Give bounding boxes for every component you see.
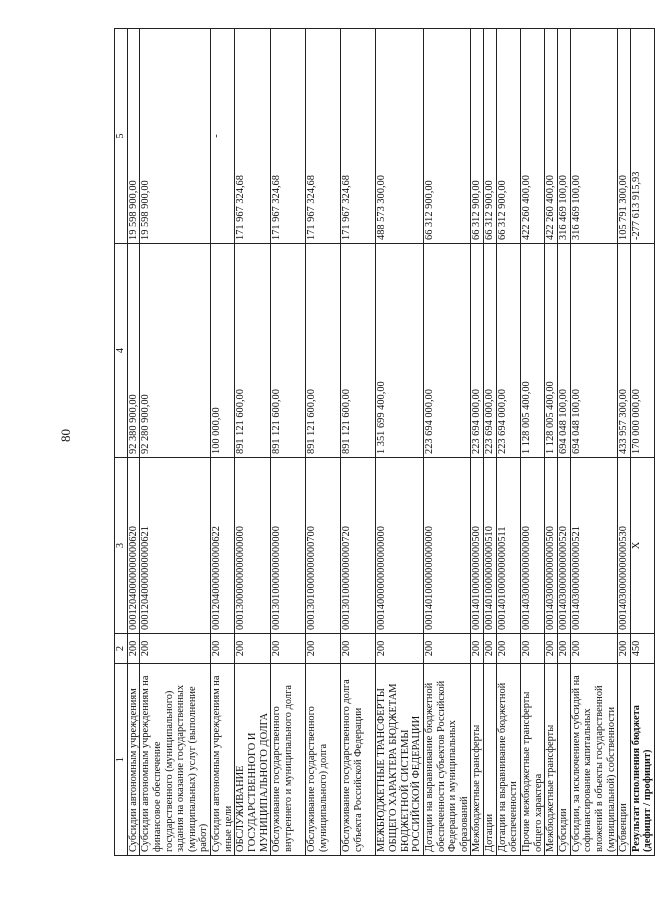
row-code: 200 xyxy=(140,634,211,664)
row-code: 200 xyxy=(471,634,484,664)
table-row xyxy=(341,29,376,856)
table-row xyxy=(306,29,341,856)
row-code: 200 xyxy=(211,634,235,664)
row-name: Обслуживание государственного внутреннего и муниципального долга xyxy=(271,664,306,856)
row-code: 200 xyxy=(618,634,631,664)
row-kbk: 00013010000000000720 xyxy=(341,458,376,634)
row-code: 200 xyxy=(271,634,306,664)
row-name: Субсидии автономным учреждениям на иные цели xyxy=(211,664,235,856)
row-name: Дотации на выравнивание бюджетной обеспеченности xyxy=(496,664,520,856)
row-kbk: 00013010000000000000 xyxy=(271,458,306,634)
table-row xyxy=(376,29,424,856)
budget-table-container xyxy=(114,29,654,856)
row-kbk: 00014010000000000511 xyxy=(496,458,520,634)
row-kbk: 00014000000000000000 xyxy=(376,458,424,634)
row-name: Субвенции xyxy=(618,664,631,856)
table-row xyxy=(127,29,140,856)
row-name: Субсидии xyxy=(557,664,570,856)
row-kbk: 00014010000000000500 xyxy=(471,458,484,634)
table-row xyxy=(423,29,471,856)
row-plan: 223 694 000,00 xyxy=(496,244,520,458)
header-col-1: 1 xyxy=(115,664,128,856)
row-name: Субсидии автономным учреждениям xyxy=(127,664,140,856)
row-name: Дотации на выравнивание бюджетной обеспеченности субъектов Российской Федерации и муниципальных образований xyxy=(423,664,471,856)
row-code: 200 xyxy=(570,634,618,664)
page-number: 80 xyxy=(58,429,73,442)
row-fact: 66 312 900,00 xyxy=(496,29,520,244)
header-col-3: 3 xyxy=(115,458,128,634)
table-row xyxy=(570,29,618,856)
row-fact: 105 791 300,00 xyxy=(618,29,631,244)
row-plan: 891 121 600,00 xyxy=(306,244,341,458)
budget-table xyxy=(114,28,655,856)
table-row xyxy=(545,29,558,856)
row-name: МЕЖБЮДЖЕТНЫЕ ТРАНСФЕРТЫ ОБЩЕГО ХАРАКТЕРА БЮДЖЕТАМ БЮДЖЕТНОЙ СИСТЕМЫ РОССИЙСКОЙ ФЕДЕРАЦИИ xyxy=(376,664,424,856)
row-fact: - xyxy=(211,29,235,244)
table-row xyxy=(557,29,570,856)
row-name: Межбюджетные трансферты xyxy=(471,664,484,856)
row-kbk: 00013000000000000000 xyxy=(235,458,271,634)
row-fact: -277 613 915,93 xyxy=(630,29,654,244)
table-row xyxy=(618,29,631,856)
row-kbk: X xyxy=(630,458,654,634)
row-fact: 316 469 100,00 xyxy=(570,29,618,244)
table-row xyxy=(521,29,545,856)
row-code: 450 xyxy=(630,634,654,664)
row-fact: 422 260 400,00 xyxy=(521,29,545,244)
row-kbk: 00014030000000000521 xyxy=(570,458,618,634)
row-plan: 891 121 600,00 xyxy=(271,244,306,458)
header-col-5: 5 xyxy=(115,29,128,244)
row-plan: 223 694 000,00 xyxy=(484,244,497,458)
row-code: 200 xyxy=(496,634,520,664)
row-kbk: 00012040000000000620 xyxy=(127,458,140,634)
row-fact: 66 312 900,00 xyxy=(423,29,471,244)
row-plan: 694 048 100,00 xyxy=(570,244,618,458)
row-name: Субсидии автономным учреждениям на финансовое обеспечение государственного (муниципального) задания на оказание государственных (муниципальных) услуг (выполнение работ) xyxy=(140,664,211,856)
row-plan: 1 128 005 400,00 xyxy=(521,244,545,458)
row-name: Обслуживание государственного долга субъекта Российской Федерации xyxy=(341,664,376,856)
row-code: 200 xyxy=(376,634,424,664)
row-kbk: 00012040000000000622 xyxy=(211,458,235,634)
row-plan: 100 000,00 xyxy=(211,244,235,458)
row-plan: 433 957 300,00 xyxy=(618,244,631,458)
row-name: Прочие межбюджетные трансферты общего характера xyxy=(521,664,545,856)
row-kbk: 00014030000000000530 xyxy=(618,458,631,634)
row-kbk: 00013010000000000700 xyxy=(306,458,341,634)
row-fact: 171 967 324,68 xyxy=(271,29,306,244)
row-plan: 1 351 699 400,00 xyxy=(376,244,424,458)
row-fact: 66 312 900,00 xyxy=(471,29,484,244)
row-fact: 19 598 900,00 xyxy=(140,29,211,244)
row-kbk: 00012040000000000621 xyxy=(140,458,211,634)
row-fact: 171 967 324,68 xyxy=(341,29,376,244)
row-plan: 92 280 900,00 xyxy=(140,244,211,458)
row-name: Субсидии, за исключением субсидий на софинансирование капитальных вложений в объекты государственной (муниципальной) собственности xyxy=(570,664,618,856)
row-fact: 488 573 300,00 xyxy=(376,29,424,244)
row-code: 200 xyxy=(557,634,570,664)
row-plan: 694 048 100,00 xyxy=(557,244,570,458)
row-plan: 891 121 600,00 xyxy=(235,244,271,458)
row-fact: 66 312 900,00 xyxy=(484,29,497,244)
table-row xyxy=(484,29,497,856)
row-fact: 171 967 324,68 xyxy=(235,29,271,244)
row-code: 200 xyxy=(235,634,271,664)
row-fact: 171 967 324,68 xyxy=(306,29,341,244)
row-name: Результат исполнения бюджета (дефицит / профицит) xyxy=(630,664,654,856)
row-code: 200 xyxy=(341,634,376,664)
row-name: Дотации xyxy=(484,664,497,856)
row-name: ОБСЛУЖИВАНИЕ ГОСУДАРСТВЕННОГО И МУНИЦИПАЛЬНОГО ДОЛГА xyxy=(235,664,271,856)
header-row xyxy=(115,29,128,856)
row-kbk: 00014030000000000000 xyxy=(521,458,545,634)
row-kbk: 00014030000000000500 xyxy=(545,458,558,634)
row-name: Обслуживание государственного (муниципального) долга xyxy=(306,664,341,856)
table-row xyxy=(471,29,484,856)
row-code: 200 xyxy=(545,634,558,664)
row-code: 200 xyxy=(521,634,545,664)
row-kbk: 00014030000000000520 xyxy=(557,458,570,634)
row-code: 200 xyxy=(484,634,497,664)
table-row xyxy=(496,29,520,856)
row-code: 200 xyxy=(306,634,341,664)
row-fact: 316 469 100,00 xyxy=(557,29,570,244)
row-plan: 170 000 000,00 xyxy=(630,244,654,458)
table-row xyxy=(271,29,306,856)
table-row xyxy=(211,29,235,856)
row-plan: 223 694 000,00 xyxy=(471,244,484,458)
header-col-4: 4 xyxy=(115,244,128,458)
row-kbk: 00014010000000000000 xyxy=(423,458,471,634)
row-fact: 19 598 900,00 xyxy=(127,29,140,244)
row-plan: 1 128 005 400,00 xyxy=(545,244,558,458)
row-plan: 223 694 000,00 xyxy=(423,244,471,458)
row-fact: 422 260 400,00 xyxy=(545,29,558,244)
row-kbk: 00014010000000000510 xyxy=(484,458,497,634)
row-name: Межбюджетные трансферты xyxy=(545,664,558,856)
row-code: 200 xyxy=(127,634,140,664)
table-row xyxy=(140,29,211,856)
table-row xyxy=(235,29,271,856)
table-row xyxy=(630,29,654,856)
header-col-2: 2 xyxy=(115,634,128,664)
row-plan: 92 380 900,00 xyxy=(127,244,140,458)
row-plan: 891 121 600,00 xyxy=(341,244,376,458)
row-code: 200 xyxy=(423,634,471,664)
